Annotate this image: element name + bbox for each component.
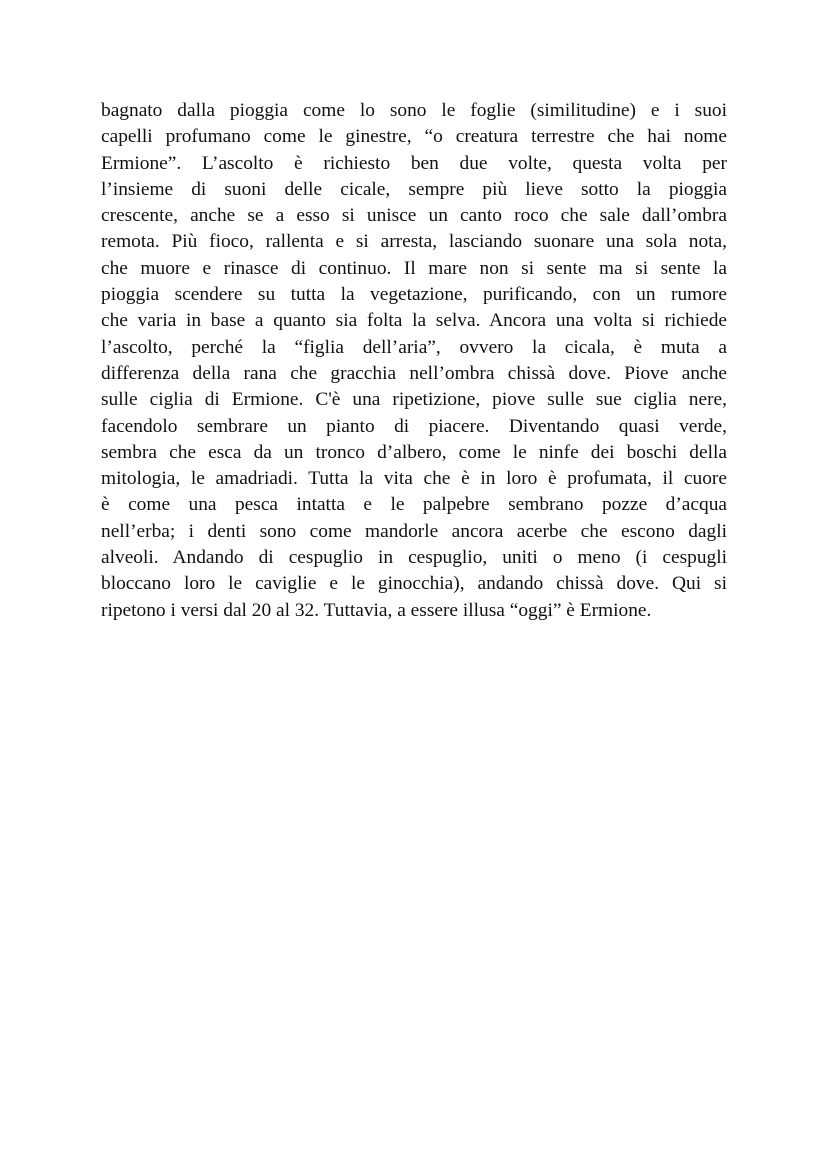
paragraph-line: crescente, anche se a esso si unisce un canto roco che sale dall’ombra	[101, 205, 727, 227]
paragraph-line: differenza della rana che gracchia nell’ombra chissà dove. Piove anche	[101, 362, 727, 384]
paragraph-line: che muore e rinasce di continuo. Il mare non si sente ma si sente la	[101, 257, 727, 279]
paragraph-line: ripetono i versi dal 20 al 32. Tuttavia, a essere illusa “oggi” è Ermione.	[101, 599, 652, 621]
paragraph-line: l’ascolto, perché la “figlia dell’aria”, ovvero la cicala, è muta a	[101, 336, 727, 358]
paragraph-line: alveoli. Andando di cespuglio in cespuglio, uniti o meno (i cespugli	[101, 547, 727, 569]
paragraph-line: bloccano loro le caviglie e le ginocchia), andando chissà dove. Qui si	[101, 573, 727, 595]
paragraph-line: nell’erba; i denti sono come mandorle ancora acerbe che escono dagli	[101, 520, 727, 542]
paragraph-line: sembra che esca da un tronco d’albero, come le ninfe dei boschi della	[101, 441, 727, 463]
paragraph-line: remota. Più fioco, rallenta e si arresta, lasciando suonare una sola nota,	[101, 231, 727, 253]
paragraph-line: l’insieme di suoni delle cicale, sempre più lieve sotto la pioggia	[101, 178, 727, 200]
paragraph-line: che varia in base a quanto sia folta la selva. Ancora una volta si richiede	[101, 310, 727, 332]
paragraph-line: pioggia scendere su tutta la vegetazione, purificando, con un rumore	[101, 284, 727, 306]
paragraph-line: mitologia, le amadriadi. Tutta la vita che è in loro è profumata, il cuore	[101, 468, 727, 490]
paragraph-line: è come una pesca intatta e le palpebre sembrano pozze d’acqua	[101, 494, 727, 516]
paragraph-line: bagnato dalla pioggia come lo sono le foglie (similitudine) e i suoi	[101, 100, 727, 121]
paragraph-line: facendolo sembrare un pianto di piacere. Diventando quasi verde,	[101, 415, 727, 437]
paragraph-line: sulle ciglia di Ermione. C'è una ripetizione, piove sulle sue ciglia nere,	[101, 389, 727, 411]
paragraph-line: capelli profumano come le ginestre, “o creatura terrestre che hai nome	[101, 126, 727, 148]
paragraph-line: Ermione”. L’ascolto è richiesto ben due volte, questa volta per	[101, 152, 727, 174]
body-paragraph	[101, 98, 727, 624]
